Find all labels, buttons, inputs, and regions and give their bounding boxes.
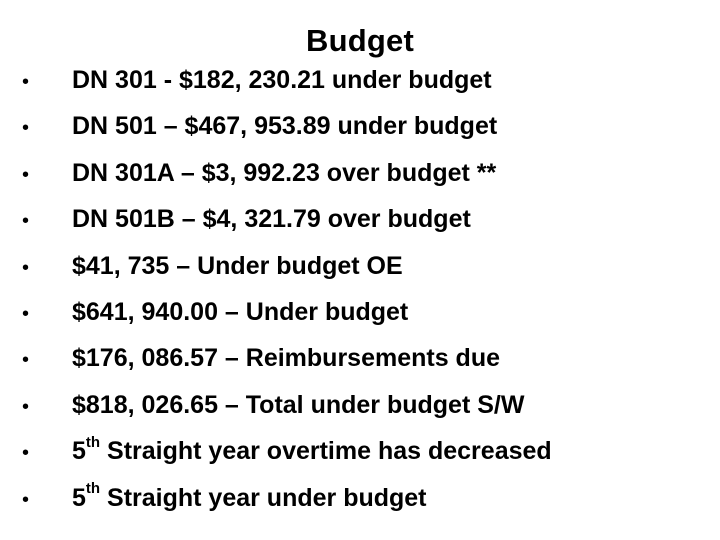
bullet-item [22, 243, 712, 289]
bullet-list [22, 57, 712, 521]
bullet-dot-icon: • [22, 349, 30, 372]
bullet-dot-icon: • [22, 163, 30, 186]
bullet-dot-icon: • [22, 210, 30, 233]
ordinal-number: 5 [72, 483, 86, 512]
bullet-dot-icon: • [22, 488, 30, 511]
bullet-dot-icon: • [22, 117, 30, 140]
bullet-item [22, 475, 712, 521]
ordinal-number: 5 [72, 437, 86, 466]
bullet-text: $176, 086.57 – Reimbursements due [72, 344, 501, 373]
bullet-text [72, 428, 552, 474]
bullet-rest-text: Straight year overtime has decreased [100, 437, 552, 466]
bullet-item [22, 382, 712, 428]
bullet-text: DN 501B – $4, 321.79 over budget [72, 205, 471, 234]
bullet-dot-icon: • [22, 302, 30, 325]
bullet-dot-icon: • [22, 395, 30, 418]
bullet-text: $818, 026.65 – Total under budget S/W [72, 390, 525, 419]
bullet-item [22, 103, 712, 149]
bullet-text: DN 301A – $3, 992.23 over budget ** [72, 158, 497, 187]
bullet-text: $641, 940.00 – Under budget [72, 297, 409, 326]
bullet-rest-text: Straight year under budget [100, 483, 427, 512]
bullet-dot-icon: • [22, 442, 30, 465]
bullet-text: DN 301 - $182, 230.21 under budget [72, 66, 492, 94]
bullet-dot-icon: • [22, 256, 30, 279]
bullet-dot-icon: • [22, 71, 30, 93]
bullet-item [22, 428, 712, 474]
bullet-text: DN 501 – $467, 953.89 under budget [72, 112, 498, 141]
bullet-text [72, 475, 427, 521]
ordinal-suffix: th [85, 480, 101, 498]
bullet-item [22, 150, 712, 196]
bullet-item [22, 196, 712, 242]
bullet-item [22, 289, 712, 335]
bullet-item [22, 57, 712, 103]
slide-title: Budget [306, 23, 414, 58]
ordinal-suffix: th [85, 433, 101, 451]
bullet-item [22, 335, 712, 381]
bullet-text: $41, 735 – Under budget OE [72, 251, 403, 280]
